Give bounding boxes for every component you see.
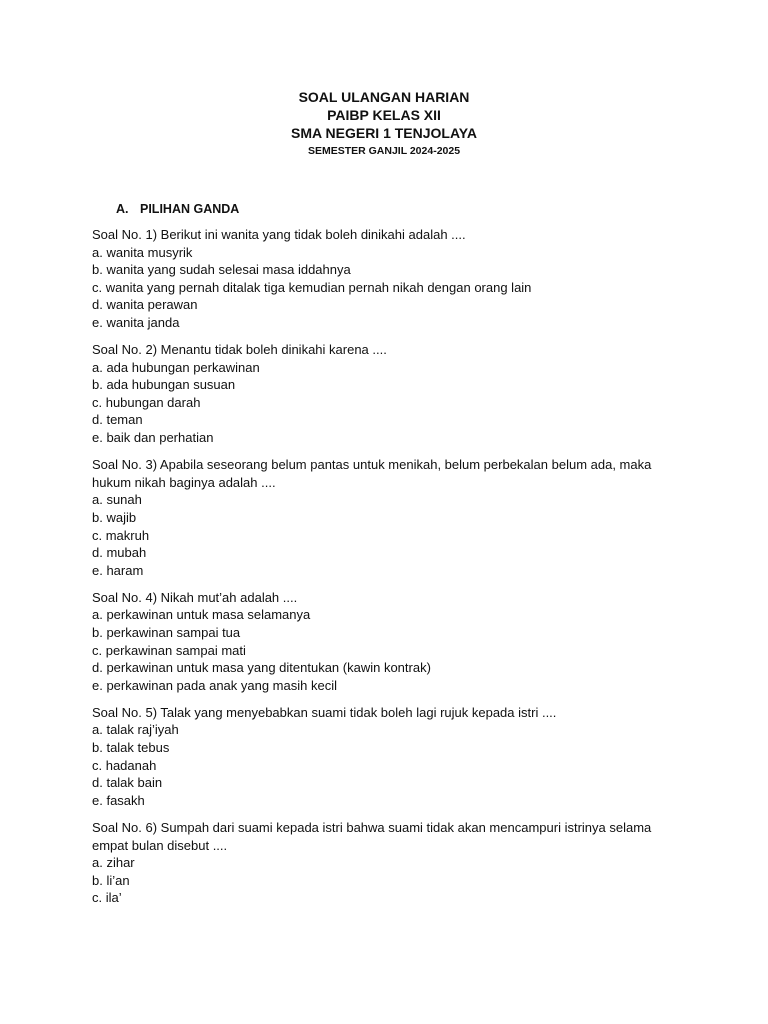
answer-option: a. ada hubungan perkawinan <box>92 359 260 375</box>
answer-option: d. mubah <box>92 545 147 561</box>
header-school: SMA NEGERI 1 TENJOLAYA <box>291 125 477 141</box>
answer-option: a. wanita musyrik <box>92 244 193 260</box>
answer-option: b. wanita yang sudah selesai masa iddahnya <box>92 262 351 278</box>
question-item <box>92 589 672 695</box>
answer-option: b. perkawinan sampai tua <box>92 624 241 640</box>
answer-option: b. wajib <box>92 509 137 525</box>
section-heading <box>92 201 768 217</box>
answer-option: c. perkawinan sampai mati <box>92 642 246 658</box>
question-item <box>92 456 672 579</box>
question-list <box>92 226 672 907</box>
answer-option: b. li’an <box>92 872 130 888</box>
answer-option: d. teman <box>92 412 143 428</box>
answer-option: d. perkawinan untuk masa yang ditentukan (kawin kontrak) <box>92 660 431 676</box>
answer-option: c. makruh <box>92 527 150 543</box>
answer-option: e. haram <box>92 562 144 578</box>
header-semester: SEMESTER GANJIL 2024-2025 <box>307 145 461 157</box>
answer-option: d. talak bain <box>92 775 163 791</box>
answer-option: a. talak raj’iyah <box>92 722 179 738</box>
question-item <box>92 704 672 810</box>
answer-option: b. ada hubungan susuan <box>92 377 236 393</box>
answer-option: d. wanita perawan <box>92 297 198 313</box>
question-item <box>92 819 672 907</box>
question-stem: Soal No. 4) Nikah mut’ah adalah .... <box>92 589 298 605</box>
answer-option: e. fasakh <box>92 792 145 808</box>
answer-option: c. wanita yang pernah ditalak tiga kemudian pernah nikah dengan orang lain <box>92 279 532 295</box>
question-stem: Soal No. 1) Berikut ini wanita yang tidak boleh dinikahi adalah .... <box>92 227 466 242</box>
document-header <box>92 88 676 159</box>
answer-option: e. wanita janda <box>92 314 180 330</box>
answer-option: a. sunah <box>92 492 142 508</box>
question-stem: Soal No. 5) Talak yang menyebabkan suami tidak boleh lagi rujuk kepada istri .... <box>92 704 557 720</box>
answer-option: c. hadanah <box>92 757 157 773</box>
section-letter: A. <box>116 202 129 216</box>
answer-option: e. baik dan perhatian <box>92 430 214 446</box>
question-stem: Soal No. 6) Sumpah dari suami kepada istri bahwa suami tidak akan mencampuri istrinya selama empat bulan disebut .... <box>92 819 652 853</box>
answer-option: c. ila’ <box>92 890 122 906</box>
answer-option: b. talak tebus <box>92 740 170 756</box>
section-title: PILIHAN GANDA <box>140 202 240 216</box>
question-stem: Soal No. 3) Apabila seseorang belum pantas untuk menikah, belum perbekalan belum ada, maka hukum nikah baginya adalah .... <box>92 457 652 490</box>
answer-option: c. hubungan darah <box>92 394 201 410</box>
header-title: SOAL ULANGAN HARIAN <box>298 89 470 105</box>
answer-option: e. perkawinan pada anak yang masih kecil <box>92 677 337 693</box>
question-stem: Soal No. 2) Menantu tidak boleh dinikahi karena .... <box>92 342 387 358</box>
answer-option: a. zihar <box>92 855 135 871</box>
question-item <box>92 226 672 332</box>
answer-option: a. perkawinan untuk masa selamanya <box>92 607 311 623</box>
question-item <box>92 341 672 447</box>
header-subject: PAIBP KELAS XII <box>327 107 441 123</box>
